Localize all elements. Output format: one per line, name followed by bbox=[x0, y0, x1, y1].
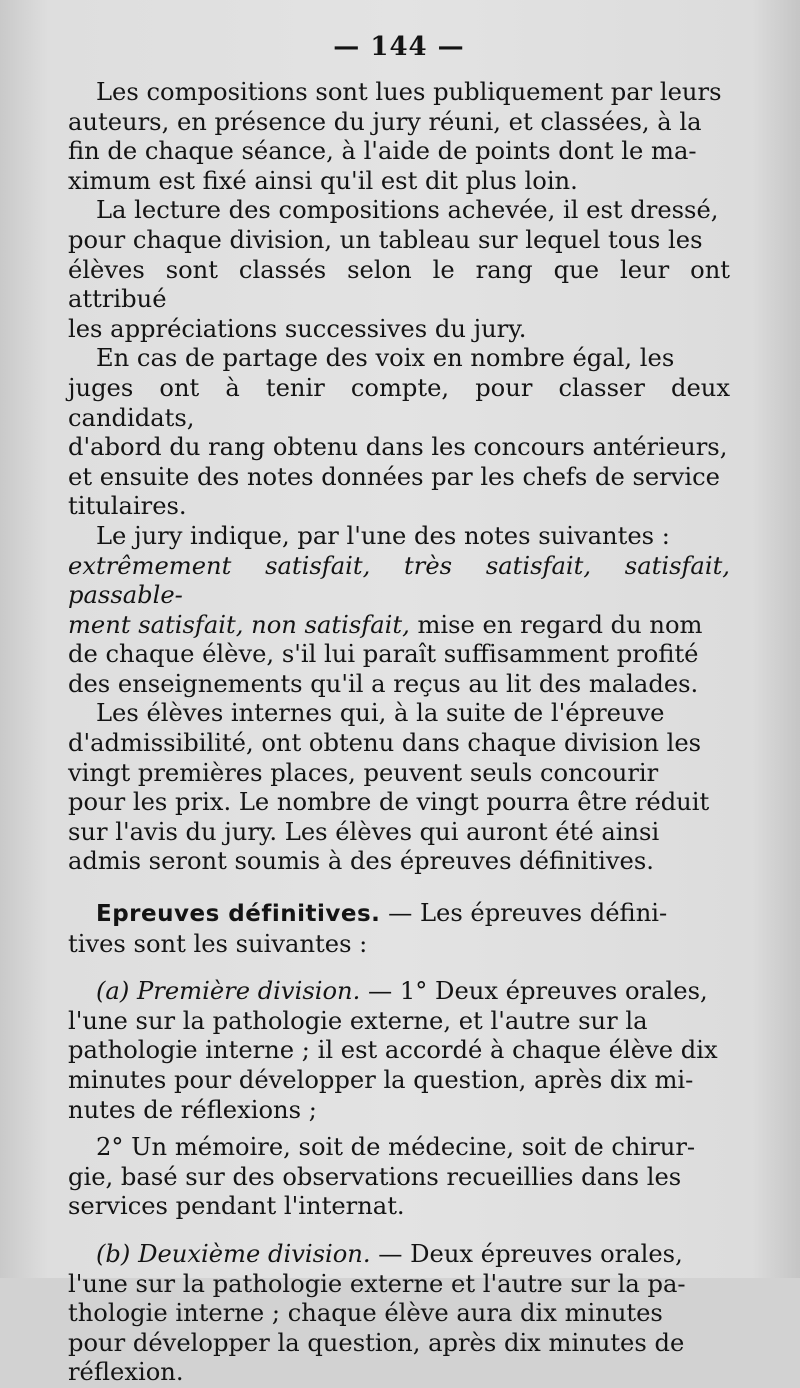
text-line: l'une sur la pathologie externe et l'autre sur la pa- bbox=[68, 1269, 686, 1298]
text-line bbox=[68, 611, 730, 641]
text-line bbox=[68, 977, 730, 1007]
text-line: pathologie interne ; il est accordé à chaque élève dix bbox=[68, 1036, 718, 1065]
text-line: élèves sont classés selon le rang que leur ont attribué bbox=[68, 255, 730, 314]
text-line: et ensuite des notes données par les chefs de service bbox=[68, 462, 720, 491]
text-line: titulaires. bbox=[68, 492, 187, 521]
text-line: d'abord du rang obtenu dans les concours antérieurs, bbox=[68, 433, 728, 462]
text-line: sur l'avis du jury. Les élèves qui auront été ainsi bbox=[68, 817, 660, 846]
text-line: juges ont à tenir compte, pour classer deux candidats, bbox=[68, 373, 730, 432]
paragraph-division-b bbox=[68, 1240, 730, 1388]
text-line: Les élèves internes qui, à la suite de l'épreuve bbox=[96, 699, 665, 728]
paragraph-notes bbox=[68, 522, 730, 700]
division-b-label: (b) bbox=[96, 1239, 131, 1268]
spacer bbox=[68, 959, 730, 977]
text-line: thologie interne ; chaque élève aura dix minutes bbox=[68, 1299, 663, 1328]
text-line: En cas de partage des voix en nombre égal, les bbox=[96, 344, 675, 373]
text-line: La lecture des compositions achevée, il est dressé, bbox=[96, 196, 719, 225]
division-b-title: Deuxième division. bbox=[138, 1239, 371, 1268]
text-line bbox=[68, 899, 730, 930]
text-line-italic bbox=[68, 552, 730, 611]
text-line: fin de chaque séance, à l'aide de points dont le ma- bbox=[68, 137, 697, 166]
text-line: pour chaque division, un tableau sur lequel tous les bbox=[68, 225, 703, 254]
text-line: tives sont les suivantes : bbox=[68, 929, 368, 958]
paragraph-compositions bbox=[68, 78, 730, 196]
text-fragment: — 1° Deux épreuves orales, bbox=[360, 977, 708, 1006]
division-a-title: Première division. bbox=[137, 977, 361, 1006]
text-line: Les compositions sont lues publiquement par leurs bbox=[96, 78, 722, 106]
text-line: auteurs, en présence du jury réuni, et classées, à la bbox=[68, 107, 702, 136]
text-fragment: — Deux épreuves orales, bbox=[370, 1239, 683, 1268]
text-fragment: mise en regard du nom bbox=[409, 610, 703, 639]
text-line: pour les prix. Le nombre de vingt pourra être réduit bbox=[68, 788, 710, 817]
text-line: l'une sur la pathologie externe, et l'autre sur la bbox=[68, 1006, 648, 1035]
section-heading: Epreuves définitives. bbox=[96, 901, 381, 928]
text-line: d'admissibilité, ont obtenu dans chaque division les bbox=[68, 729, 702, 758]
division-a-label: (a) bbox=[96, 977, 130, 1006]
spacer bbox=[68, 877, 730, 899]
text-line: gie, basé sur des observations recueillies dans les bbox=[68, 1162, 682, 1191]
text-line: nutes de réflexions ; bbox=[68, 1095, 317, 1124]
spacer bbox=[68, 1222, 730, 1240]
paragraph-partage bbox=[68, 344, 730, 522]
text-line: pour développer la question, après dix minutes de bbox=[68, 1328, 685, 1357]
text-line: admis seront soumis à des épreuves définitives. bbox=[68, 847, 654, 876]
paragraph-tableau bbox=[68, 196, 730, 344]
section-epreuves-definitives bbox=[68, 899, 730, 959]
text-line: services pendant l'internat. bbox=[68, 1192, 405, 1221]
italic-grades: extrêmement satisfait, très satisfait, satisfait, passable- bbox=[68, 551, 730, 610]
text-line bbox=[68, 1240, 730, 1270]
text-line: des enseignements qu'il a reçus au lit des malades. bbox=[68, 669, 699, 698]
text-line: réflexion. bbox=[68, 1358, 184, 1387]
text-line: 2° Un mémoire, soit de médecine, soit de chirur- bbox=[96, 1133, 696, 1162]
text-line: les appréciations successives du jury. bbox=[68, 314, 527, 343]
text-line: de chaque élève, s'il lui paraît suffisamment profité bbox=[68, 640, 699, 669]
italic-grades-cont: ment satisfait, non satisfait, bbox=[68, 610, 410, 639]
spacer bbox=[68, 1125, 730, 1133]
text-line: minutes pour développer la question, après dix mi- bbox=[68, 1066, 694, 1094]
paragraph-internes bbox=[68, 699, 730, 877]
text-line: Le jury indique, par l'une des notes suivantes : bbox=[96, 521, 670, 550]
page-number: — 144 — bbox=[333, 32, 465, 62]
text-fragment: — Les épreuves défini- bbox=[380, 899, 668, 928]
text-line: ximum est fixé ainsi qu'il est dit plus loin. bbox=[68, 166, 578, 195]
text-line: vingt premières places, peuvent seuls concourir bbox=[68, 758, 659, 787]
paragraph-division-a bbox=[68, 977, 730, 1125]
paragraph-memoire bbox=[68, 1133, 730, 1222]
